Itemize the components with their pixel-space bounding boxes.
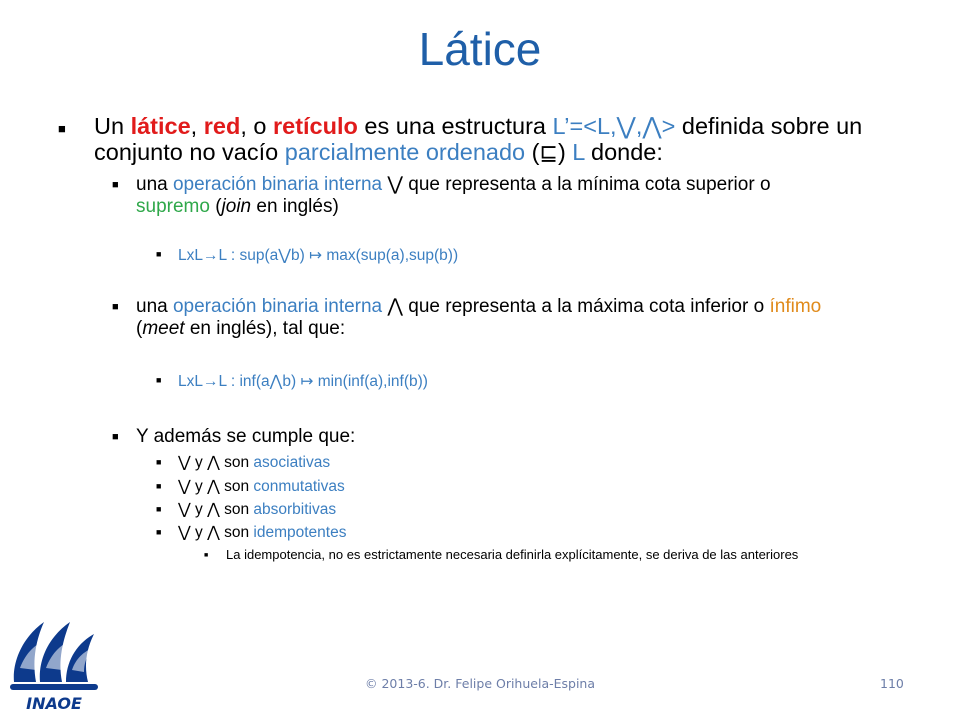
inaoe-logo-mark-icon — [6, 612, 102, 716]
bullet-square-icon: ■ — [156, 249, 162, 259]
join-paragraph: una operación binaria interna ⋁ que representa a la mínima cota superior o supremo (join en inglés) — [136, 174, 771, 217]
sup-formula: LxL→L : sup(a⋁b) ↦ max(sup(a),sup(b)) — [178, 247, 459, 264]
property-absorptive: ⋁ y ⋀ son absorbitivas — [178, 501, 337, 518]
property-associative: ⋁ y ⋀ son asociativas — [178, 454, 331, 471]
property-idempotent: ⋁ y ⋀ son idempotentes — [178, 524, 347, 541]
slide-title: Látice — [418, 23, 542, 75]
square-subset-eq-icon: ⊑ — [539, 140, 558, 165]
bullet-square-icon: ■ — [156, 527, 162, 537]
bullet-square-icon: ■ — [58, 121, 66, 136]
inaoe-logo — [6, 612, 102, 716]
property-commutative: ⋁ y ⋀ son conmutativas — [178, 478, 345, 495]
bullet-square-icon: ■ — [112, 431, 119, 443]
page-number: 110 — [880, 676, 904, 691]
bullet-square-icon: ■ — [156, 481, 162, 491]
inf-formula: LxL→L : inf(a⋀b) ↦ min(inf(a),inf(b)) — [178, 373, 428, 390]
bullet-square-icon: ■ — [112, 179, 119, 191]
bullet-square-icon: ■ — [112, 301, 119, 313]
definition-paragraph: Un látice, red, o retículo es una estructura L’=<L,⋁,⋀> definida sobre un conjunto no vacío parcialmente ordenado (⊑) L donde: — [94, 113, 863, 165]
meet-paragraph: una operación binaria interna ⋀ que representa a la máxima cota inferior o ínfimo (meet en inglés), tal que: — [136, 296, 822, 339]
idempotency-note: La idempotencia, no es estrictamente necesaria definirla explícitamente, se deriva de las anteriores — [226, 547, 799, 562]
footer-copyright: © 2013-6. Dr. Felipe Orihuela-Espina — [364, 676, 596, 691]
properties-heading: Y además se cumple que: — [136, 426, 356, 447]
bullet-square-icon: ■ — [156, 375, 162, 385]
bullet-square-icon: ■ — [204, 552, 209, 559]
bullet-square-icon: ■ — [156, 457, 162, 467]
bullet-square-icon: ■ — [156, 504, 162, 514]
logo-text: INAOE — [26, 694, 82, 713]
